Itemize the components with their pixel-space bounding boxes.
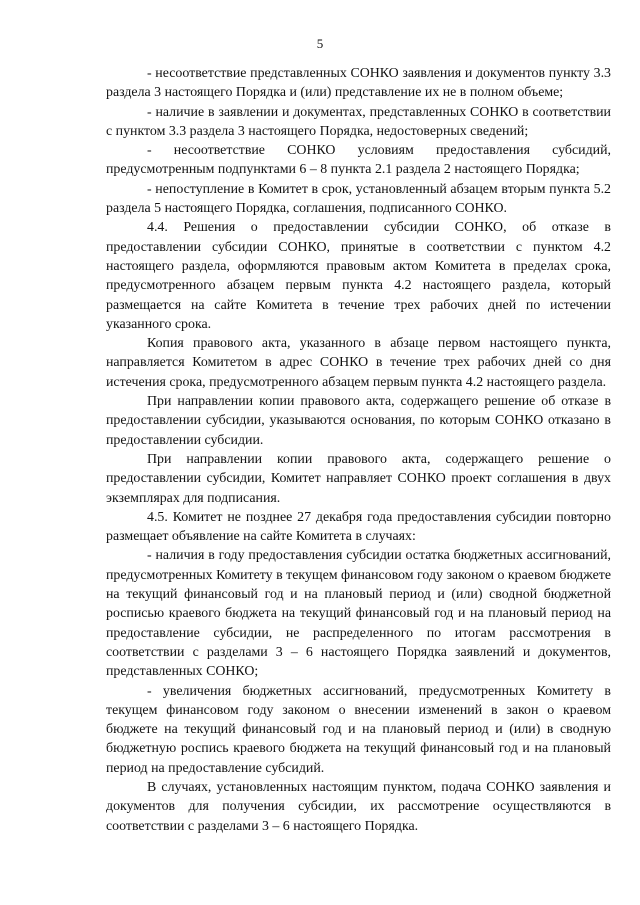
paragraph: - наличие в заявлении и документах, представленных СОНКО в соответствии с пунктом 3.3 раздела 3 настоящего Порядка, недостоверных сведений;: [106, 104, 611, 139]
paragraph: Копия правового акта, указанного в абзаце первом настоящего пункта, направляется Комитетом в адрес СОНКО в течение трех рабочих дней со дня истечения срока, предусмотренного абзацем первым пункта 4.2 настоящего раздела.: [106, 336, 611, 390]
paragraph: - непоступление в Комитет в срок, установленный абзацем вторым пункта 5.2 раздела 5 настоящего Порядка, соглашения, подписанного СОНКО.: [106, 181, 611, 217]
paragraph: 4.4. Решения о предоставлении субсидии СОНКО, об отказе в предоставлении субсидии СОНКО, принятые в соответствии с пунктом 4.2 настоящего раздела, оформляются правовым актом Комитета в пределах срока, предусмотренного абзацем первым пункта 4.2 настоящего раздела, который размещается на сайте Комитета в течение трех рабочих дней по истечении указанного срока.: [106, 220, 611, 332]
paragraph: - несоответствие представленных СОНКО заявления и документов пункту 3.3 раздела 3 настоящего Порядка и (или) представление их не в полном объеме;: [106, 66, 611, 101]
document-body: [106, 64, 611, 836]
paragraph: При направлении копии правового акта, содержащего решение о предоставлении субсидии, Комитет направляет СОНКО проект соглашения в двух экземплярах для подписания.: [106, 451, 611, 506]
paragraph: - наличия в году предоставления субсидии остатка бюджетных ассигнований, предусмотренных Комитету в текущем финансовом году законом о краевом бюджете на текущий финансовый год и на плановый период и (или) сводной бюджетной росписью краевого бюджета на текущий финансовый год и на плановый период на предоставление субсидии, не распределенного по итогам рассмотрения в соответствии с разделами 3 – 6 настоящего Порядка заявлений и документов, представленных СОНКО;: [106, 548, 611, 680]
paragraph: - увеличения бюджетных ассигнований, предусмотренных Комитету в текущем финансовом году законом о внесении изменений в закон о краевом бюджете на текущий финансовый год и на плановый период и (или) в сводную бюджетную роспись краевого бюджета на текущий финансовый год и на плановый период на предоставление субсидий.: [106, 683, 611, 776]
paragraph: При направлении копии правового акта, содержащего решение об отказе в предоставлении субсидии, указываются основания, по которым СОНКО отказано в предоставлении субсидии.: [106, 394, 611, 448]
paragraph: 4.5. Комитет не позднее 27 декабря года предоставления субсидии повторно размещает объявление на сайте Комитета в случаях:: [106, 509, 611, 545]
paragraph: - несоответствие СОНКО условиям предоставления субсидий, предусмотренным подпунктами 6 – 8 пункта 2.1 раздела 2 настоящего Порядка;: [106, 143, 611, 178]
paragraph: В случаях, установленных настоящим пунктом, подача СОНКО заявления и документов для получения субсидии, их рассмотрение осуществляются в соответствии с разделами 3 – 6 настоящего Порядка.: [106, 779, 611, 834]
page-number: 5: [316, 36, 324, 51]
